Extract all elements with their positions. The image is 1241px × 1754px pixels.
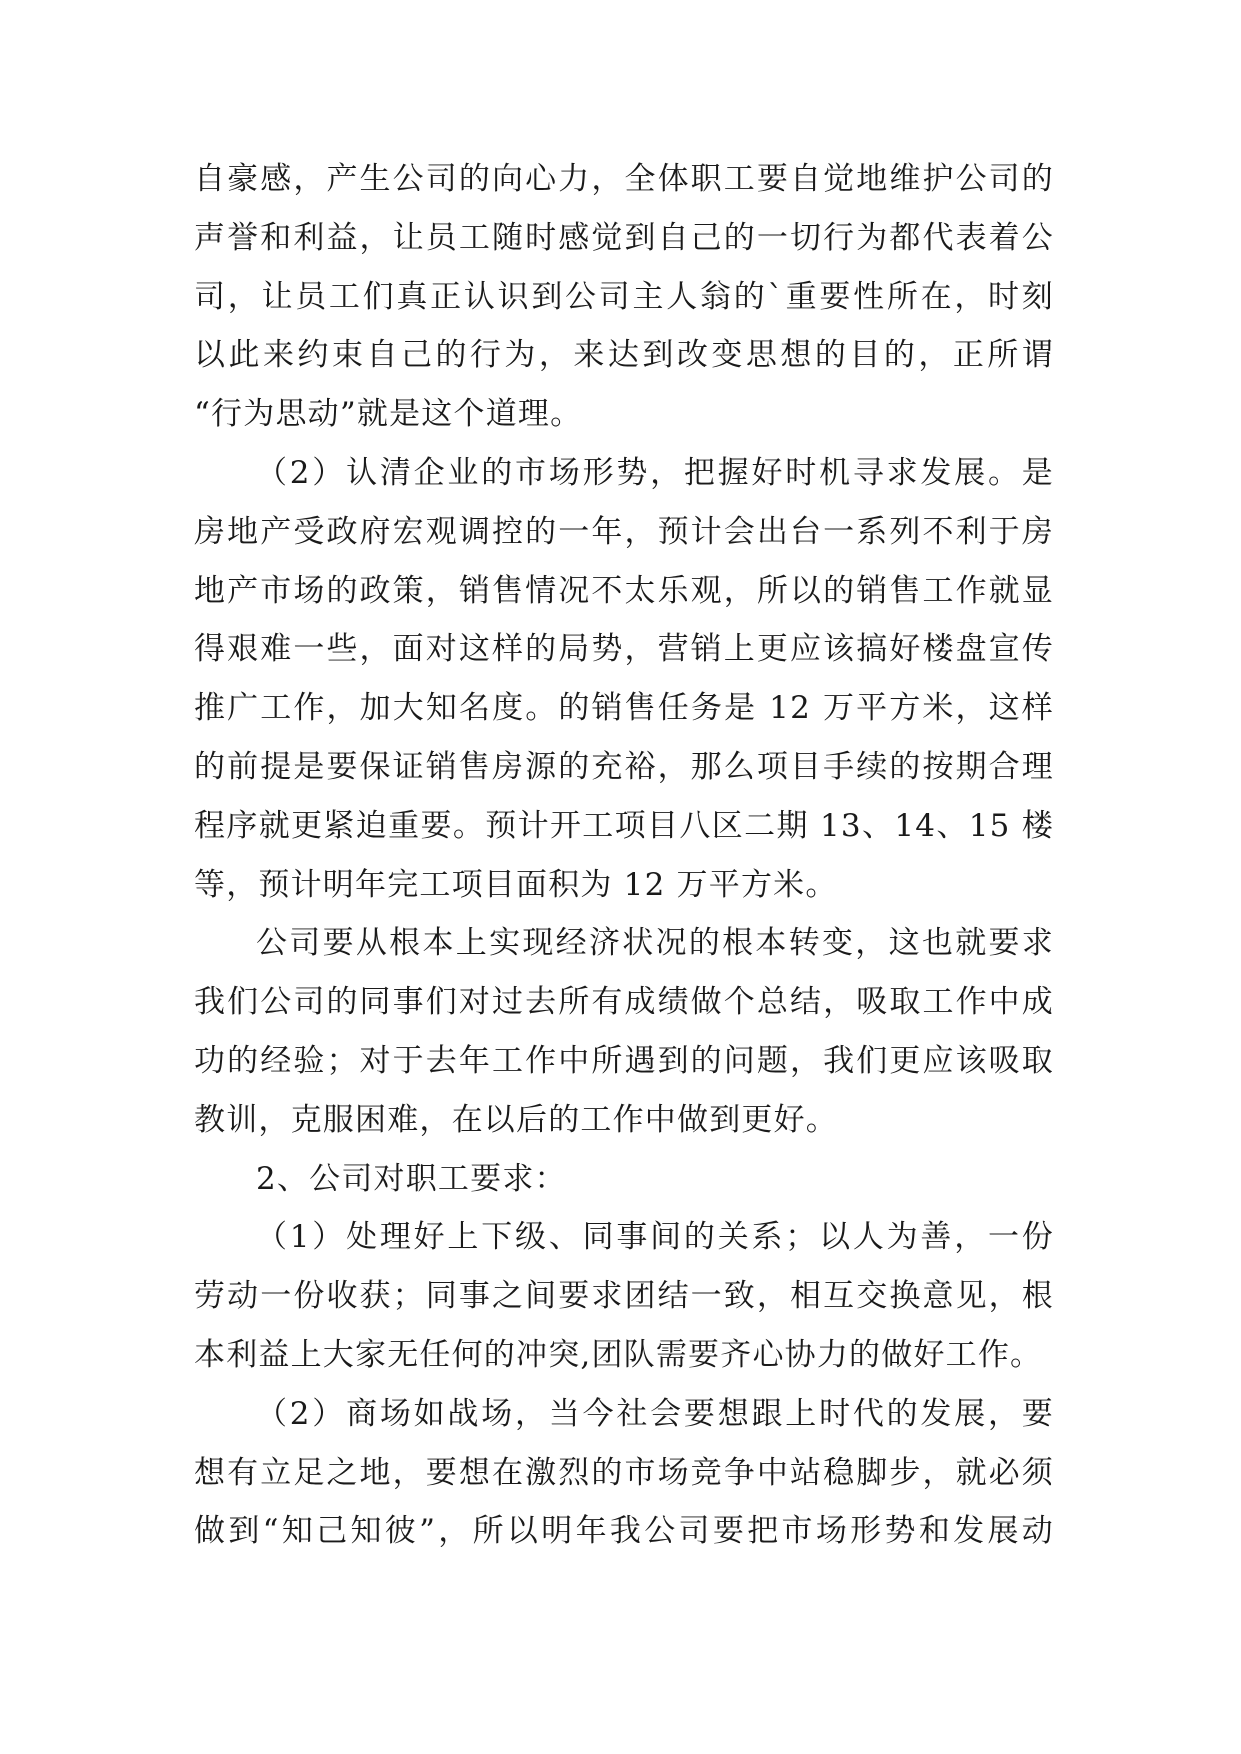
text-line: “行为思动”就是这个道理。 <box>194 396 583 433</box>
text-line: （2）认清企业的市场形势，把握好时机寻求发展。是 <box>256 454 1054 491</box>
text-line: 自豪感，产生公司的向心力，全体职工要自觉地维护公司的 <box>194 161 1054 197</box>
text-line: 我们公司的同事们对过去所有成绩做个总结，吸取工作中成 <box>194 984 1054 1021</box>
text-line: 地产市场的政策，销售情况不太乐观，所以的销售工作就显 <box>194 572 1054 609</box>
text-line: 得艰难一些，面对这样的局势，营销上更应该搞好楼盘宣传 <box>194 631 1054 668</box>
text-line: 程序就更紧迫重要。预计开工项目八区二期 13、14、15 楼 <box>194 807 1054 844</box>
text-line: 教训，克服困难，在以后的工作中做到更好。 <box>194 1101 838 1138</box>
text-line: 推广工作，加大知名度。的销售任务是 12 万平方米，这样 <box>194 690 1054 727</box>
text-line: 做到“知己知彼”，所以明年我公司要把市场形势和发展动 <box>194 1513 1054 1550</box>
text-line: 声誉和利益，让员工随时感觉到自己的一切行为都代表着公 <box>194 219 1054 256</box>
text-line: （2）商场如战场，当今社会要想跟上时代的发展，要 <box>256 1395 1054 1432</box>
text-line: 2、公司对职工要求： <box>256 1160 567 1197</box>
text-line: （1）处理好上下级、同事间的关系；以人为善，一份 <box>256 1219 1054 1256</box>
text-line: 本利益上大家无任何的冲突,团队需要齐心协力的做好工作。 <box>194 1336 1043 1373</box>
document-body <box>194 150 1054 1561</box>
text-line: 房地产受政府宏观调控的一年，预计会出台一系列不利于房 <box>194 513 1054 550</box>
text-line: 等，预计明年完工项目面积为 12 万平方米。 <box>194 866 838 903</box>
text-line: 的前提是要保证销售房源的充裕，那么项目手续的按期合理 <box>194 748 1054 785</box>
text-line: 劳动一份收获；同事之间要求团结一致，相互交换意见，根 <box>194 1278 1054 1315</box>
text-line: 想有立足之地，要想在激烈的市场竞争中站稳脚步，就必须 <box>194 1454 1054 1491</box>
text-line: 功的经验；对于去年工作中所遇到的问题，我们更应该吸取 <box>194 1042 1054 1079</box>
text-line: 公司要从根本上实现经济状况的根本转变，这也就要求 <box>256 925 1054 962</box>
text-line: 司，让员工们真正认识到公司主人翁的`重要性所在，时刻 <box>194 278 1054 315</box>
text-line: 以此来约束自己的行为，来达到改变思想的目的，正所谓 <box>194 337 1054 374</box>
